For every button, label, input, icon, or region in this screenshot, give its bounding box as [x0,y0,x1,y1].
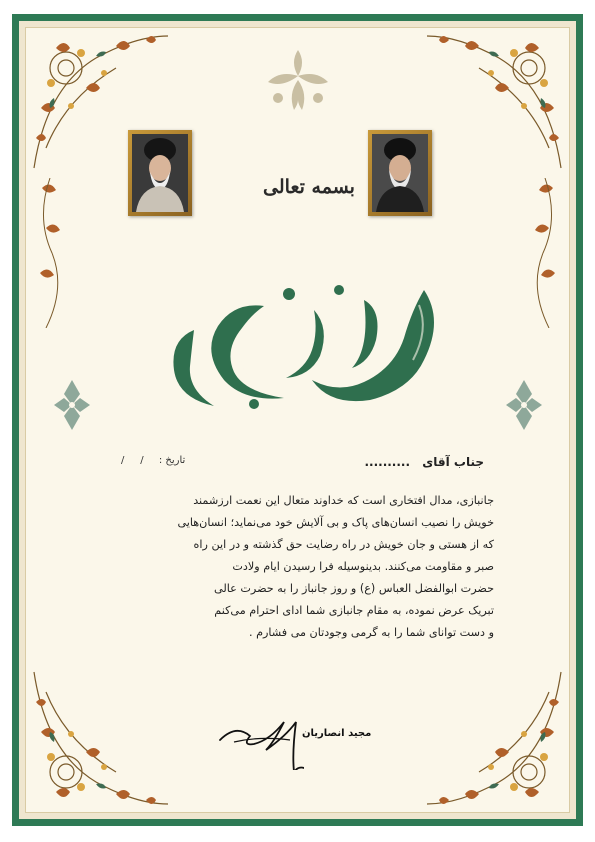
diamond-ornament-icon [506,380,542,430]
portrait-frame-right [368,130,432,216]
floral-corner-icon [419,662,569,812]
date-line [121,455,185,466]
signature-mark [214,700,304,770]
floral-corner-icon [26,662,176,812]
body-line: تبریک عرض نموده، به مقام جانبازی شما ادای احترام می‌کنم [214,604,494,617]
diamond-ornament-icon [54,380,90,430]
body-line: جانبازی، مدال افتخاری است که خداوند متعال این نعمت ارزشمند [193,494,494,507]
floral-border-icon [32,178,72,328]
portrait-figure-icon [372,134,428,212]
recipient-label: جناب آقای [422,455,484,469]
date-label: تاریخ : [158,455,186,466]
body-line: حضرت ابوالفضل العباس (ع) و روز جانباز را به حضرت عالی [214,582,494,595]
portrait-frame-left [128,130,192,216]
recipient-line [364,455,484,469]
portrait-figure-icon [132,134,188,212]
body-line: صبر و مقاومت می‌کنند. بدینوسیله فرا رسیدن ایام ولادت [232,560,494,573]
body-line: که از هستی و جان خویش در راه رضایت حق گذشته و در این راه [193,538,494,551]
portrait-photo-left [132,134,188,212]
fleur-ornament-icon [262,46,334,116]
signer-name: مجید انصاریان [302,728,372,739]
invocation-text: بسمه تعالی [263,176,355,198]
recipient-field[interactable]: .......... [364,455,411,469]
date-field[interactable]: / / [121,455,144,466]
certificate-body [104,490,494,644]
certificate-page [25,27,570,813]
title-calligraphy [154,270,454,420]
body-line: و دست توانای شما را به گرمی وجودتان می فشارم . [248,626,494,639]
portrait-photo-right [372,134,428,212]
body-line: خویش را نصیب انسان‌های پاک و بی آلایش خود می‌نماید؛ انسان‌هایی [177,516,494,529]
floral-border-icon [523,178,563,328]
floral-corner-icon [419,28,569,178]
